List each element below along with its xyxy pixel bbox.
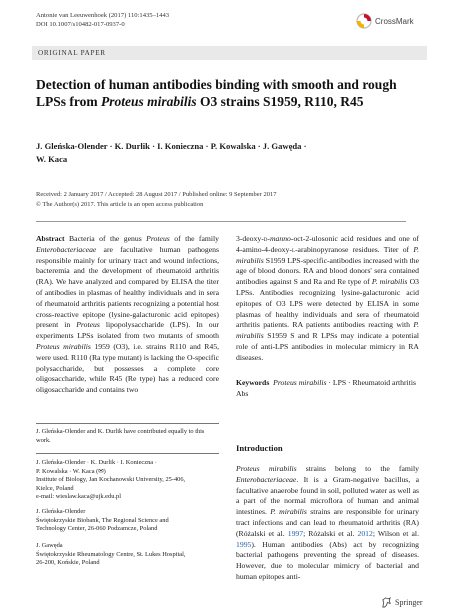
introduction-heading: Introduction bbox=[236, 443, 283, 453]
springer-horse-icon bbox=[381, 597, 392, 608]
journal-header bbox=[36, 11, 169, 29]
publisher-name: Springer bbox=[395, 598, 423, 607]
abstract-text: Abstract Bacteria of the genus Proteus of the family Enterobacteriaceae are facultative human pathogens responsible mainly for urinary tract and wound infections, bacteremia and the development of rheumatoid arthritis (RA). We have analyzed and compared by ELISA the titer of antibodies in plasmas of healthy individuals and in sera of rheumatoid arthritis patients recognizing a potential host cross-reactive epitope (lysine-galacturonic acid epitopes) present in Proteus lipopolysaccharide (LPS). In our experiments LPSs isolated from two mutants of smooth Proteus mirabilis 1959 (O3), i.e. strains R110 and R45, were used. R110 (Ra type mutant) is lacking the O-specific polysaccharide, but possesses a complete core oligosaccharide, while R45 (Re type) has a reduced core oligosaccharide and contains two bbox=[36, 234, 220, 395]
copyright-line: © The Author(s) 2017. This article is an open access publication bbox=[36, 200, 204, 208]
crossmark-label: CrossMark bbox=[375, 16, 414, 26]
journal-citation: Antonie van Leeuwenhoek (2017) 110:1435–1443 bbox=[36, 12, 170, 19]
doi[interactable]: DOI 10.1007/s10482-017-0937-0 bbox=[36, 21, 125, 28]
keywords: Keywords Proteus mirabilis · LPS · Rheumatoid arthritis Abs bbox=[236, 378, 416, 398]
authors-line-2: W. Kaca bbox=[36, 153, 68, 164]
citation-link[interactable]: 1997 bbox=[287, 528, 304, 538]
author-email[interactable]: e-mail: wieslaw.kaca@ujk.edu.pl bbox=[36, 493, 121, 501]
affiliation-3: J. Gawęda Świętokrzyskie Rheumatology Centre, St. Lukes Hospital, 26-200, Końskie, Poland bbox=[36, 542, 186, 567]
crossmark-icon bbox=[356, 13, 372, 29]
section-band bbox=[32, 46, 427, 60]
affiliation-2: J. Gleńska-Olender Świętokrzyskie Biobank, The Regional Science and Technology Center, 26-060 Podzamcze, Poland bbox=[36, 508, 169, 533]
dates-line: Received: 2 January 2017 / Accepted: 28 August 2017 / Published online: 9 September 2017 bbox=[36, 191, 277, 198]
citation-link[interactable]: 2012 bbox=[357, 528, 373, 538]
keywords-label: Keywords bbox=[236, 378, 270, 387]
author-list bbox=[36, 140, 426, 165]
abstract-label: Abstract bbox=[36, 234, 65, 243]
section-label: ORIGINAL PAPER bbox=[38, 49, 106, 57]
affiliation-1: J. Gleńska-Olender · K. Durlik · I. Konieczna · P. Kowalska · W. Kaca (✉) Institute of Biology, Jan Kochanowski University, 25-406, Kielce, Poland e-mail: wieslaw.kaca@ujk.edu.pl bbox=[36, 459, 219, 502]
abstract-text-continued: 3-deoxy-d-manno-oct-2-ulosonic acid residues and one of 4-amino-4-deoxy-l-arabinopyranose residues. Titer of P. mirabilis S1959 LPS-specific-antibodies increased with the age of blood donors. RA and blood donors' sera contained antibodies against S and Ra and Re type of P. mirabilis O3 LPSs. Antibodies recognizing lysine-galacturonic acid epitopes of O3 LPS were detected by ELISA in some plasmas of healthy individuals and sera of rheumatoid arthritis patients. RA patients antibodies reacting with P. mirabilis S1959 S and R LPSs may indicate a potential role of anti-LPS antibodies in molecular mimicry in RA diseases. bbox=[236, 234, 419, 362]
footnote-divider bbox=[36, 423, 219, 424]
crossmark-badge[interactable] bbox=[356, 13, 414, 29]
footnote-divider bbox=[36, 453, 219, 454]
citation-link[interactable]: 1995 bbox=[236, 539, 252, 549]
authors-line-1: J. Gleńska-Olender · K. Durlik · I. Konieczna · P. Kowalska · J. Gawęda · bbox=[36, 141, 307, 151]
article-title: Detection of human antibodies binding with smooth and rough LPSs from Proteus mirabilis O3 strains S1959, R110, R45 bbox=[36, 77, 397, 109]
divider bbox=[36, 221, 406, 222]
introduction-text: Proteus mirabilis strains belong to the family Enterobacteriaceae. It is a Gram-negative bacillus, a facultative anaerobe found in soil, polluted water as well as a part of the normal microflora of human and animal intestines. P. mirabilis strains are responsible for urinary tract infections and can lead to rheumatoid arthritis (RA) (Różalski et al. 1997; Różalski et al. 2012; Wilson et al. 1995). Human antibodies (Abs) act by recognizing bacterial pathogens preventing the spread of diseases. However, due to molecular mimicry of bacterial and human epitopes anti- bbox=[236, 464, 419, 581]
publisher-logo bbox=[381, 597, 423, 608]
publication-dates bbox=[36, 190, 431, 209]
contribution-note: J. Gleńska-Olender and K. Durlik have contributed equally to this work. bbox=[36, 428, 205, 444]
